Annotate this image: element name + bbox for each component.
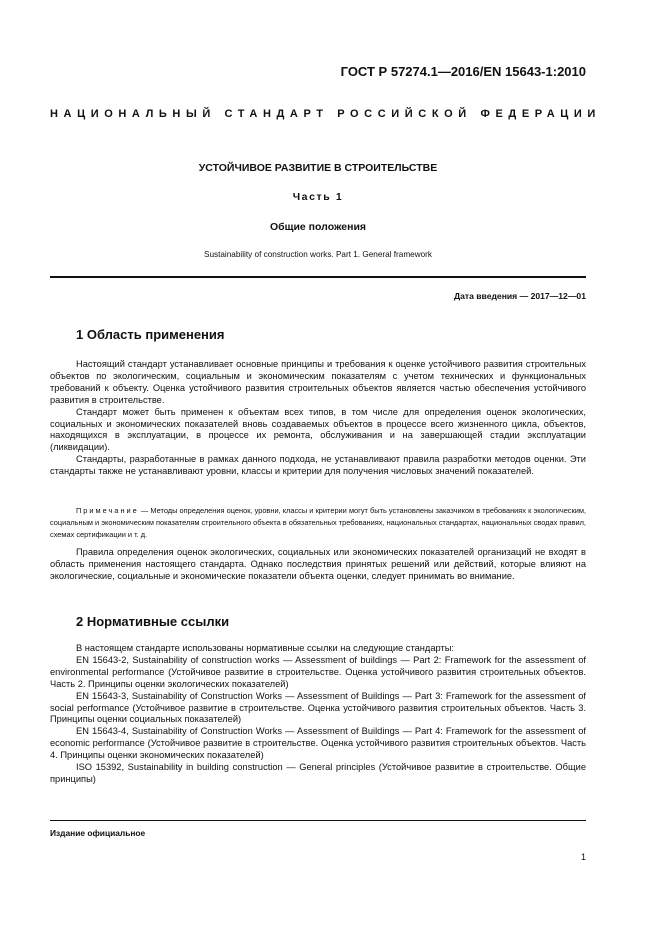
section-1-paragraph-1: Настоящий стандарт устанавливает основные принципы и требования к оценке устойчивого развития строительных объектов по экологическим, социальным и экономическим показателям с учетом технических и функциональных требований к объекту. Оценка устойчивого развития строительных объектов является частью обеспечения устойчивого развития в строительстве.	[50, 359, 586, 405]
title-divider	[50, 276, 586, 278]
reference-item: ISO 15392, Sustainability in building construction — General principles (Устойчивое развитие в строительстве. Общие принципы)	[50, 762, 586, 784]
reference-item: EN 15643-3, Sustainability of Construction Works — Assessment of Buildings — Part 3: Framework for the assessment of social performance (Устойчивое развитие в строительстве. Оценка устойчивого развития строительных объектов. Часть 3. Принципы оценки социальных показателей)	[50, 690, 586, 725]
document-subtitle: Общие положения	[269, 221, 367, 233]
standard-code: ГОСТ Р 57274.1—2016/EN 15643-1:2010	[340, 64, 586, 79]
intro-date: Дата введения — 2017—12—01	[453, 291, 586, 301]
official-edition-label: Издание официальное	[50, 828, 146, 838]
section-1-body	[50, 359, 586, 478]
section-2-intro: В настоящем стандарте использованы нормативные ссылки на следующие стандарты:	[76, 643, 455, 653]
section-1-paragraph-2: Стандарт может быть применен к объектам всех типов, в том числе для определения оценок экологических, социальных и экономических показателей вновь создаваемых объектов в процессе всего жизненного цикла, объектов, находящихся в эксплуатации, в процессе их ремонта, обслуживания и на завершающей стадии эксплуатации (ликвидации).	[50, 406, 586, 453]
section-1-note	[50, 505, 586, 541]
national-standard-banner: НАЦИОНАЛЬНЫЙ СТАНДАРТ РОССИЙСКОЙ ФЕДЕРАЦИИ	[50, 108, 601, 120]
reference-item: EN 15643-2, Sustainability of construction works — Assessment of buildings — Part 2: Framework for the assessment of environmental performance (Устойчивое развитие в строительстве. Оценка устойчивого развития строительных объектов. Часть 2. Принципы оценки экологических показателей)	[50, 654, 586, 689]
document-title: УСТОЙЧИВОЕ РАЗВИТИЕ В СТРОИТЕЛЬСТВЕ	[198, 162, 438, 174]
reference-item: EN 15643-4, Sustainability of Construction Works — Assessment of Buildings — Part 4: Framework for the assessment of economic performance (Устойчивое развитие в строительстве. Оценка устойчивого развития строительных объектов. Часть 4. Принципы оценки экономических показателей)	[50, 726, 586, 761]
english-title: Sustainability of construction works. Part 1. General framework	[204, 250, 432, 259]
page-number: 1	[580, 852, 586, 862]
footer-divider	[50, 820, 586, 821]
section-2-body	[50, 643, 586, 786]
document-part: Часть 1	[292, 191, 344, 203]
note-label: Примечание	[76, 506, 139, 515]
section-1-paragraph-3: Стандарты, разработанные в рамках данного подхода, не устанавливают правила разработки методов оценки. Эти стандарты также не устанавливают уровни, классы и критерии для получения числовых значений показателей.	[50, 454, 586, 477]
section-2-heading: 2 Нормативные ссылки	[76, 614, 230, 629]
section-1-paragraph-4: Правила определения оценок экологических, социальных или экономических показателей организаций не входят в область применения настоящего стандарта. Однако последствия принятых решений или действий, которые влияют на экологические, социальные и экономические показатели объекта оценки, следует принимать во внимание.	[50, 547, 586, 581]
note-text: — Методы определения оценок, уровни, классы и критерии могут быть установлены заказчиком в требованиях к экологическим, социальным и экономическим показателям строительного объекта в обязательных требованиях, национальных стандартах, национальных сводах правил, схемах сертификации и т. д.	[50, 506, 586, 539]
section-1-heading: 1 Область применения	[76, 327, 225, 342]
section-1-body-2	[50, 547, 586, 583]
